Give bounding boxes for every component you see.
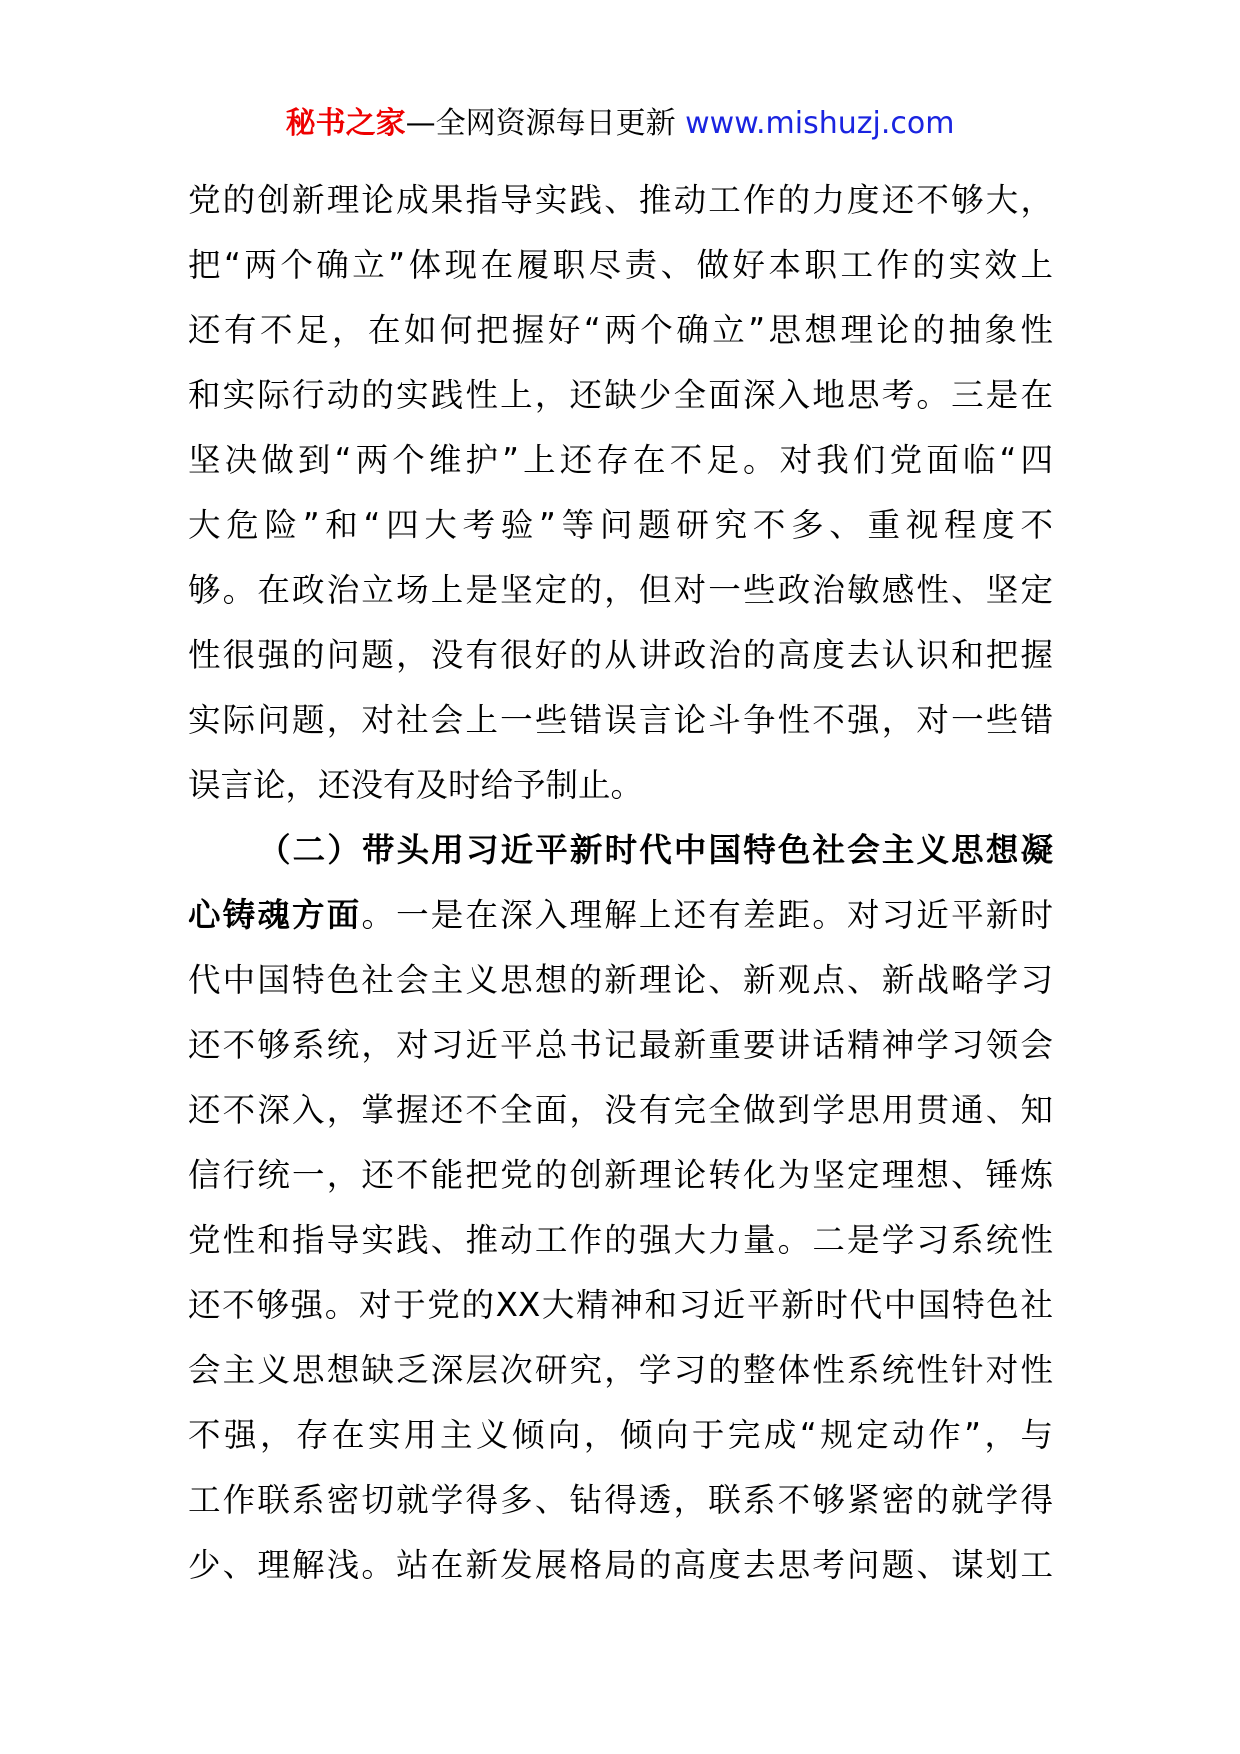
paragraph-line: 还不够系统，对习近平总书记最新重要讲话精神学习领会 [188, 1026, 1053, 1064]
paragraph-line: 性很强的问题，没有很好的从讲政治的高度去认识和把握 [188, 636, 1053, 674]
paragraph-line: 代中国特色社会主义思想的新理论、新观点、新战略学习 [188, 961, 1053, 999]
paragraph-line: 还不深入，掌握还不全面，没有完全做到学思用贯通、知 [188, 1091, 1053, 1129]
paragraph-line: 工作联系密切就学得多、钻得透，联系不够紧密的就学得 [188, 1481, 1053, 1519]
paragraph-line: 还不够强。对于党的XX大精神和习近平新时代中国特色社 [188, 1286, 1053, 1324]
paragraph-line: 少、理解浅。站在新发展格局的高度去思考问题、谋划工 [188, 1546, 1053, 1584]
paragraph-line: 误言论，还没有及时给予制止。 [188, 766, 644, 804]
brand-name: 秘书之家 [285, 106, 406, 141]
header-tagline: —全网资源每日更新 [405, 106, 676, 141]
paragraph-line: 够。在政治立场上是坚定的，但对一些政治敏感性、坚定 [188, 571, 1053, 609]
section-heading-continued: 心铸魂方面 [188, 896, 362, 934]
paragraph-line [188, 883, 1053, 948]
paragraph-line: 还有不足，在如何把握好“两个确立”思想理论的抽象性 [188, 311, 1053, 349]
paragraph-text: 。一是在深入理解上还有差距。对习近平新时 [361, 896, 1053, 934]
paragraph-line: 信行统一，还不能把党的创新理论转化为坚定理想、锤炼 [188, 1156, 1053, 1194]
section-heading: （二）带头用习近平新时代中国特色社会主义思想凝 [258, 831, 1053, 869]
paragraph-line: 大危险”和“四大考验”等问题研究不多、重视程度不 [188, 506, 1053, 544]
paragraph-line: 坚决做到“两个维护”上还存在不足。对我们党面临“四 [188, 441, 1053, 479]
paragraph-line: 把“两个确立”体现在履职尽责、做好本职工作的实效上 [188, 246, 1053, 284]
paragraph-line: 党的创新理论成果指导实践、推动工作的力度还不够大， [188, 181, 1053, 219]
paragraph-line: 会主义思想缺乏深层次研究，学习的整体性系统性针对性 [188, 1351, 1053, 1389]
site-header [0, 104, 1240, 144]
paragraph-line: 不强，存在实用主义倾向，倾向于完成“规定动作”，与 [188, 1416, 1053, 1454]
paragraph-line: 党性和指导实践、推动工作的强大力量。二是学习系统性 [188, 1221, 1053, 1259]
paragraph-line: 实际问题，对社会上一些错误言论斗争性不强，对一些错 [188, 701, 1053, 739]
paragraph-line: 和实际行动的实践性上，还缺少全面深入地思考。三是在 [188, 376, 1053, 414]
site-url-link[interactable]: www.mishuzj.com [685, 106, 955, 141]
document-body [188, 168, 1053, 1598]
